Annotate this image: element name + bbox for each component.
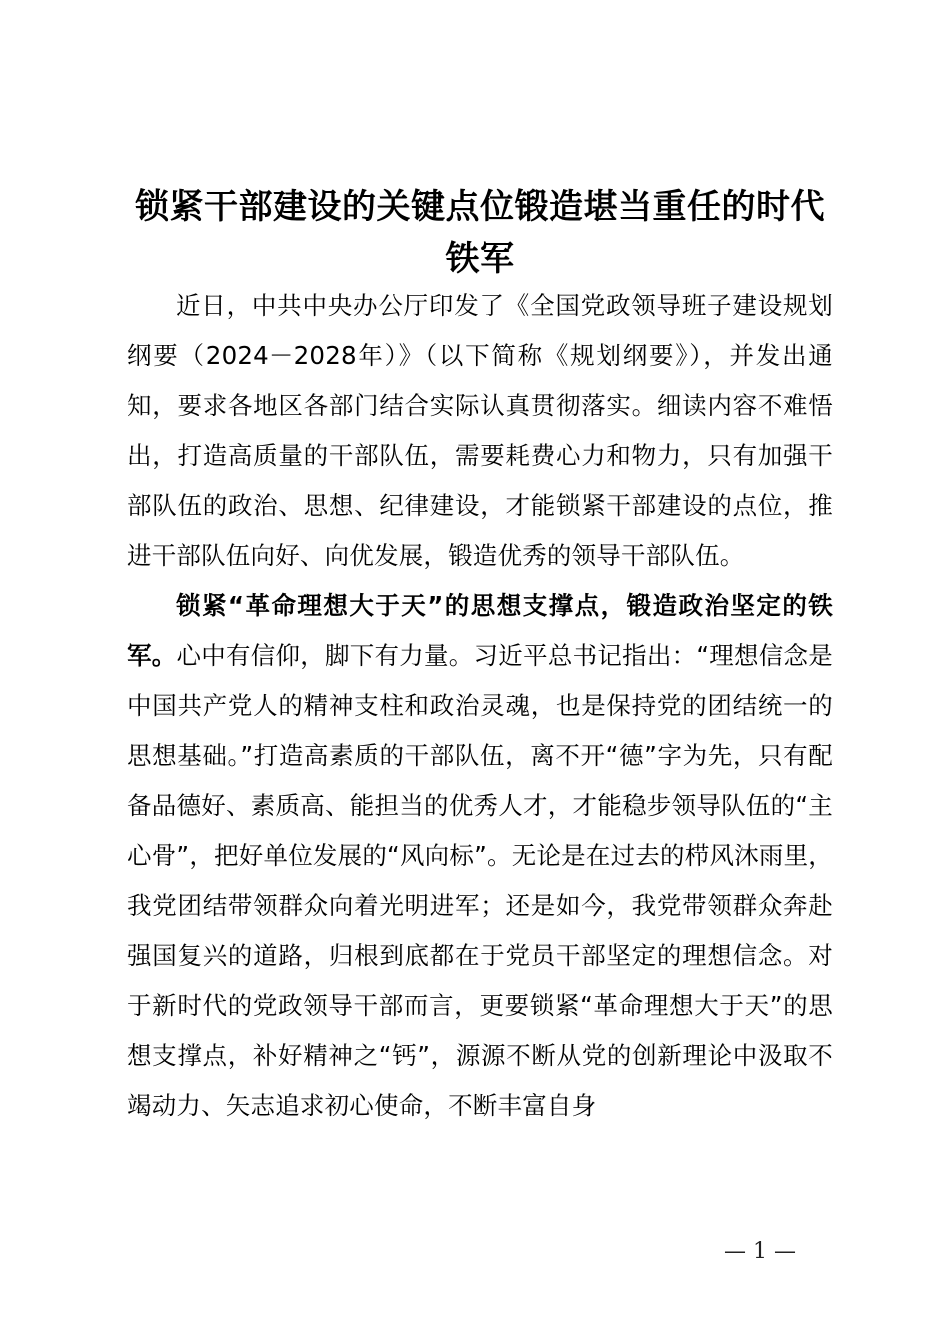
paragraph-section-one xyxy=(127,581,833,1131)
page-number: — 1 — xyxy=(724,1239,796,1264)
document-body xyxy=(127,281,833,1131)
section-heading: 锁紧“革命理想大于天”的思想支撑点，锻造政治坚定的铁军。 xyxy=(127,591,833,670)
document-title: 锁紧干部建设的关键点位锻造堪当重任的时代铁军 xyxy=(135,187,825,279)
paragraph-intro xyxy=(127,281,833,581)
paragraph-text: 心中有信仰，脚下有力量。习近平总书记指出：“理想信念是中国共产党人的精神支柱和政治灵魂，也是保持党的团结统一的思想基础。”打造高素质的干部队伍，离不开“德”字为先，只有配备品德好、素质高、能担当的优秀人才，才能稳步领导队伍的“主心骨”，把好单位发展的“风向标”。无论是在过去的栉风沐雨里，我党团结带领群众向着光明进军；还是如今，我党带领群众奔赴强国复兴的道路，归根到底都在于党员干部坚定的理想信念。对于新时代的党政领导干部而言，更要锁紧“革命理想大于天”的思想支撑点，补好精神之“钙”，源源不断从党的创新理论中汲取不竭动力、矢志追求初心使命，不断丰富自身 xyxy=(127,641,833,1120)
paragraph-text: 近日，中共中央办公厅印发了《全国党政领导班子建设规划纲要（2024－2028年）》（以下简称《规划纲要》），并发出通知，要求各地区各部门结合实际认真贯彻落实。细读内容不难悟出，打造高质量的干部队伍，需要耗费心力和物力，只有加强干部队伍的政治、思想、纪律建设，才能锁紧干部建设的点位，推进干部队伍向好、向优发展，锻造优秀的领导干部队伍。 xyxy=(127,291,833,570)
